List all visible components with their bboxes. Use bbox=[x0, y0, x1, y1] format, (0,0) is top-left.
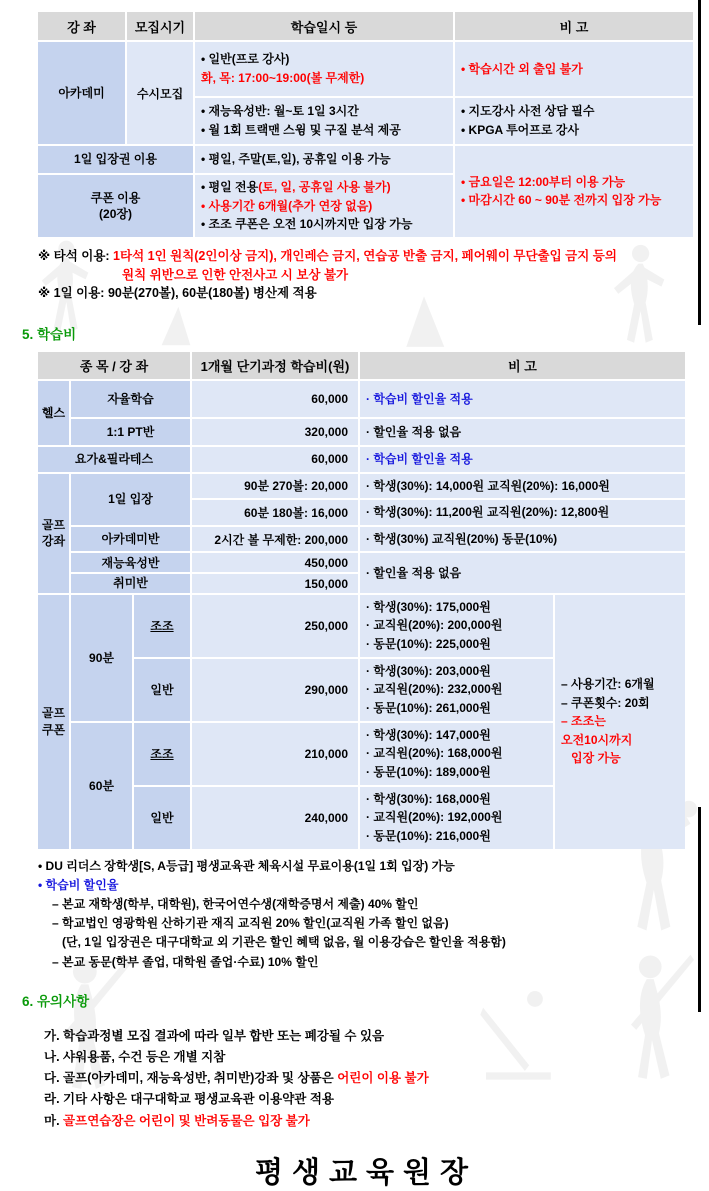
cell-health-pt-note: · 할인율 적용 없음 bbox=[360, 419, 685, 445]
header-remarks: 비 고 bbox=[455, 12, 693, 40]
notice-item-3: 다. 골프(아카데미, 재능육성반, 취미반)강좌 및 상품은 어린이 이용 불가 bbox=[44, 1071, 429, 1086]
footnote-seat: ※ 타석 이용: 1타석 1인 원칙(2인이상 금지), 개인레슨 금지, 연습공 반출 금지, 페어웨이 무단출입 금지 등의 bbox=[38, 248, 617, 263]
bullet-du-leaders: • DU 리더스 장학생[S, A등급] 평생교육관 체육시설 무료이용(1일 1회 입장) 가능 bbox=[38, 858, 455, 873]
cell-yoga-price: 60,000 bbox=[192, 447, 358, 472]
footnote-day-use: ※ 1일 이용: 90분(270볼), 60분(180볼) 병산제 적용 bbox=[38, 286, 317, 301]
section5-title: 5. 학습비 bbox=[22, 327, 77, 343]
cell-coupon-60-early: 조조 bbox=[134, 723, 190, 785]
coupon-note-count: – 쿠폰횟수: 20회 bbox=[561, 695, 650, 710]
cell-health-pt-price: 320,000 bbox=[192, 419, 358, 445]
notice-item-5: 마. 골프연습장은 어린이 및 반려동물은 입장 불가 bbox=[44, 1113, 310, 1128]
cell-recruit-anytime: 수시모집 bbox=[127, 42, 193, 144]
coupon-label-line2: (20장) bbox=[99, 206, 132, 221]
cell-coupon-90-regular-discounts: · 학생(30%): 203,000원 · 교직원(20%): 232,000원 · 동문(10%): 261,000원 bbox=[360, 659, 553, 721]
cell-golf-academy-price: 2시간 볼 무제한: 200,000 bbox=[192, 527, 358, 552]
cell-coupon bbox=[38, 175, 193, 237]
section6-items bbox=[38, 1026, 696, 1132]
cell-academy-talent-schedule bbox=[195, 98, 453, 144]
side-note1: • 금요일은 12:00부터 이용 가능 bbox=[461, 174, 626, 189]
cell-day-pass-desc: • 평일, 주말(토,일), 공휴일 이용 가능 bbox=[195, 146, 453, 173]
cell-coupon-90-early: 조조 bbox=[134, 595, 190, 657]
side-note2: • 마감시간 60 ~ 90분 전까지 입장 가능 bbox=[461, 193, 662, 208]
notice-item-4: 라. 기타 사항은 대구대학교 평생교육관 이용약관 적용 bbox=[44, 1092, 334, 1107]
cell-golf-talent: 재능육성반 bbox=[71, 553, 190, 572]
coupon-desc2: • 사용기간 6개월(추가 연장 없음) bbox=[201, 198, 373, 213]
cell-coupon-90min: 90분 bbox=[71, 595, 132, 721]
cell-golf-class-group: 골프 강좌 bbox=[38, 474, 69, 593]
cell-coupon-60-regular-price: 240,000 bbox=[192, 787, 358, 849]
cell-coupon-90-regular: 일반 bbox=[134, 659, 190, 721]
fee-header-price: 1개월 단기과정 학습비(원) bbox=[192, 352, 358, 379]
cell-golf-day90-note: · 학생(30%): 14,000원 교직원(20%): 16,000원 bbox=[360, 474, 685, 499]
cell-academy-general-note bbox=[455, 42, 693, 96]
fee-header-course: 종 목 / 강 좌 bbox=[38, 352, 190, 379]
cell-health-self-note: · 학습비 할인율 적용 bbox=[360, 381, 685, 417]
document-content bbox=[22, 10, 696, 1191]
cell-coupon-desc bbox=[195, 175, 453, 237]
bullet-discount-3: – 본교 동문(학부 졸업, 대학원 졸업·수료) 10% 할인 bbox=[52, 954, 319, 969]
cell-health-group: 헬스 bbox=[38, 381, 69, 445]
notice-item-2: 나. 샤워용품, 수건 등은 개별 지참 bbox=[44, 1049, 226, 1064]
cell-health-self: 자율학습 bbox=[71, 381, 190, 417]
academy-talent-note2: • KPGA 투어프로 강사 bbox=[461, 123, 579, 137]
cell-golf-day90-price: 90분 270볼: 20,000 bbox=[192, 474, 358, 499]
academy-talent-line1: • 재능육성반: 월~토 1일 3시간 bbox=[201, 104, 359, 119]
cell-day-pass: 1일 입장권 이용 bbox=[38, 146, 193, 173]
coupon-label-line1: 쿠폰 이용 bbox=[90, 190, 141, 205]
header-recruit-period: 모집시기 bbox=[127, 12, 193, 40]
cell-golf-day60-price: 60분 180볼: 16,000 bbox=[192, 500, 358, 525]
coupon-desc3: • 조조 쿠폰은 오전 10시까지만 입장 가능 bbox=[201, 217, 413, 232]
cell-golf-academy: 아카데미반 bbox=[71, 527, 190, 552]
cell-pass-coupon-note bbox=[455, 146, 693, 237]
director-signature: 평생교육원장 bbox=[254, 1156, 478, 1189]
academy-general-line1: • 일반(프로 강사) bbox=[201, 52, 290, 67]
cell-coupon-90-early-price: 250,000 bbox=[192, 595, 358, 657]
bullet-discount-title: • 학습비 할인율 bbox=[38, 877, 119, 892]
coupon-note-early2: 입장 가능 bbox=[571, 751, 621, 766]
cell-golf-hobby: 취미반 bbox=[71, 574, 190, 592]
cell-golf-hobby-price: 150,000 bbox=[192, 574, 358, 592]
cell-health-self-price: 60,000 bbox=[192, 381, 358, 417]
cell-coupon-90-early-discounts: · 학생(30%): 175,000원 · 교직원(20%): 200,000원 · 동문(10%): 225,000원 bbox=[360, 595, 553, 657]
academy-talent-note1: • 지도강사 사전 상담 필수 bbox=[461, 104, 595, 119]
coupon-desc1: • 평일 전용(토, 일, 공휴일 사용 불가) bbox=[201, 180, 391, 194]
page-edge-line-bottom bbox=[698, 807, 701, 1012]
fee-bullets bbox=[38, 857, 696, 972]
header-course: 강 좌 bbox=[38, 12, 125, 40]
section6-title: 6. 유의사항 bbox=[22, 993, 90, 1009]
cell-golf-academy-note: · 학생(30%) 교직원(20%) 동문(10%) bbox=[360, 527, 685, 552]
cell-golf-coupon-group: 골프 쿠폰 bbox=[38, 595, 69, 849]
bullet-discount-2: – 학교법인 영광학원 산하기관 재직 교직원 20% 할인(교직원 가족 할인 없음) bbox=[52, 916, 449, 931]
cell-coupon-side-note bbox=[555, 595, 685, 849]
cell-golf-day60-note: · 학생(30%): 11,200원 교직원(20%): 12,800원 bbox=[360, 500, 685, 525]
cell-golf-no-discount: · 할인율 적용 없음 bbox=[360, 553, 685, 592]
cell-coupon-60-regular: 일반 bbox=[134, 787, 190, 849]
notice-item-1: 가. 학습과정별 모집 결과에 따라 일부 합반 또는 폐강될 수 있음 bbox=[44, 1028, 385, 1043]
cell-health-pt: 1:1 PT반 bbox=[71, 419, 190, 445]
academy-general-line2: 화, 목: 17:00~19:00(볼 무제한) bbox=[201, 71, 365, 85]
cell-coupon-60-early-price: 210,000 bbox=[192, 723, 358, 785]
page-edge-line-top bbox=[698, 0, 701, 325]
header-schedule: 학습일시 등 bbox=[195, 12, 453, 40]
cell-academy-talent-note bbox=[455, 98, 693, 144]
bullet-discount-1: – 본교 재학생(학부, 대학원), 한국어연수생(재학증명서 제출) 40% 할인 bbox=[52, 896, 419, 911]
cell-coupon-60min: 60분 bbox=[71, 723, 132, 849]
cell-coupon-60-early-discounts: · 학생(30%): 147,000원 · 교직원(20%): 168,000원 · 동문(10%): 189,000원 bbox=[360, 723, 553, 785]
fee-table bbox=[36, 350, 687, 851]
cell-golf-talent-price: 450,000 bbox=[192, 553, 358, 572]
cell-academy: 아카데미 bbox=[38, 42, 125, 144]
cell-yoga-note: · 학습비 할인율 적용 bbox=[360, 447, 685, 472]
cell-coupon-60-regular-discounts: · 학생(30%): 168,000원 · 교직원(20%): 192,000원 · 동문(10%): 216,000원 bbox=[360, 787, 553, 849]
cell-academy-general-schedule bbox=[195, 42, 453, 96]
academy-talent-line2: • 월 1회 트랙맨 스윙 및 구질 분석 제공 bbox=[201, 123, 401, 137]
academy-general-note-text: • 학습시간 외 출입 불가 bbox=[461, 61, 583, 76]
bullet-discount-2b: (단, 1일 입장권은 대구대학교 외 기관은 할인 혜택 없음, 월 이용강습은 할인율 적용함) bbox=[62, 935, 506, 950]
schedule-table bbox=[36, 10, 695, 239]
schedule-footnotes bbox=[38, 247, 696, 303]
coupon-note-early1: – 조조는 오전10시까지 bbox=[561, 714, 633, 747]
coupon-note-duration: – 사용기간: 6개월 bbox=[561, 677, 655, 692]
fee-header-remarks: 비 고 bbox=[360, 352, 685, 379]
cell-golf-day-entry: 1일 입장 bbox=[71, 474, 190, 525]
cell-yoga: 요가&필라테스 bbox=[38, 447, 190, 472]
cell-coupon-90-regular-price: 290,000 bbox=[192, 659, 358, 721]
footnote-seat-line2: 원칙 위반으로 인한 안전사고 시 보상 불가 bbox=[122, 267, 349, 282]
